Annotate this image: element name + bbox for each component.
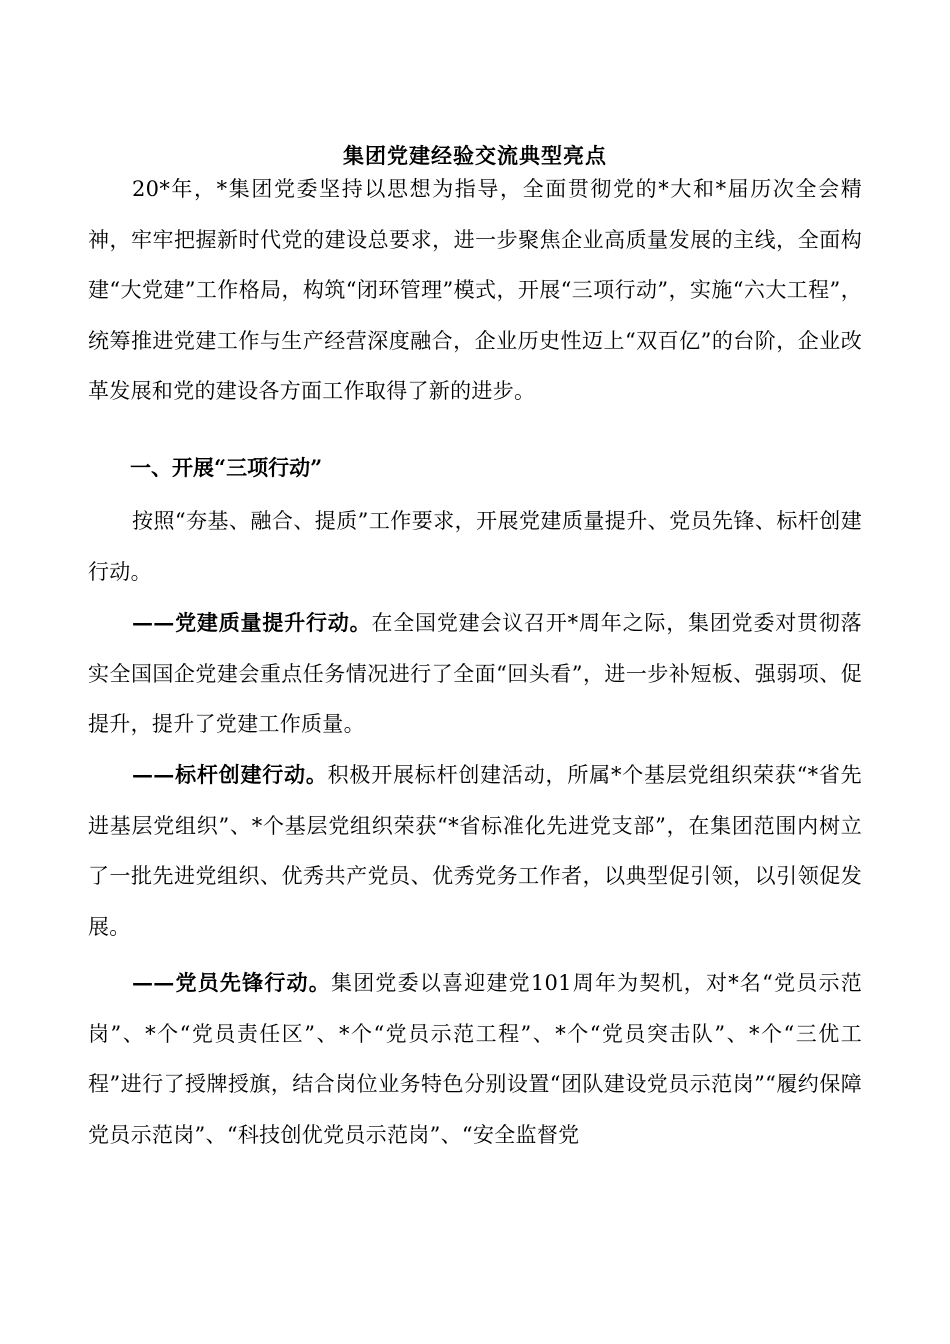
intro-paragraph: 20*年，*集团党委坚持以思想为指导，全面贯彻党的*大和*届历次全会精神，牢牢把握新时代党的建设总要求，进一步聚焦企业高质量发展的主线，全面构建“大党建”工作格局，构筑“闭环管理”模式，开展“三项行动”，实施“六大工程”，统筹推进党建工作与生产经营深度融合，企业历史性迈上“双百亿”的台阶，企业改革发展和党的建设各方面工作取得了新的进步。 xyxy=(88,177,862,404)
item-lead-vanguard: ——党员先锋行动。 xyxy=(132,970,331,995)
section-heading: 一、开展“三项行动” xyxy=(130,455,323,480)
item-paragraph-quality xyxy=(88,598,862,750)
item-text-quality: 在全国党建会议召开*周年之际，集团党委对贯彻落实全国国企党建会重点任务情况进行了全面“回头看”，进一步补短板、强弱项、促提升，提升了党建工作质量。 xyxy=(88,611,862,737)
item-paragraph-benchmark xyxy=(88,750,862,952)
document-title: 集团党建经验交流典型亮点 xyxy=(343,143,607,168)
item-text-vanguard: 集团党委以喜迎建党101周年为契机，对*名“党员示范岗”、*个“党员责任区”、*个“党员示范工程”、*个“党员突击队”、*个“三优工程”进行了授牌授旗，结合岗位业务特色分别设置“团队建设党员示范岗”“履约保障党员示范岗”、“科技创优党员示范岗”、“安全监督党 xyxy=(88,971,863,1147)
section-intro-paragraph: 按照“夯基、融合、提质”工作要求，开展党建质量提升、党员先锋、标杆创建行动。 xyxy=(88,509,862,584)
item-lead-quality: ——党建质量提升行动。 xyxy=(132,610,372,635)
item-paragraph-vanguard xyxy=(88,958,862,1160)
item-lead-benchmark: ——标杆创建行动。 xyxy=(132,762,328,787)
item-text-benchmark: 积极开展标杆创建活动，所属*个基层党组织荣获“*省先进基层党组织”、*个基层党组织荣获“*省标准化先进党支部”，在集团范围内树立了一批先进党组织、优秀共产党员、优秀党务工作者，以典型促引领，以引领促发展。 xyxy=(88,763,862,939)
